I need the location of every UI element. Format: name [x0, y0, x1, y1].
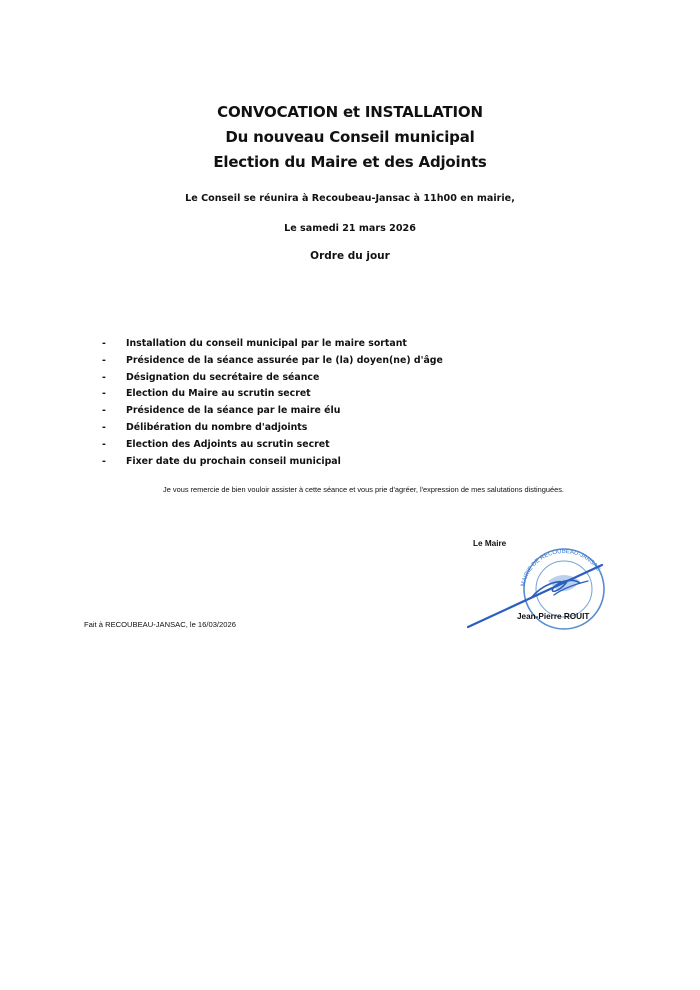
agenda-item-text: Désignation du secrétaire de séance — [126, 371, 320, 383]
signatory-name: Jean-Pierre ROUIT — [517, 612, 590, 621]
agenda-list — [102, 336, 443, 470]
agenda-bullet: - — [102, 405, 106, 417]
title-line-3: Election du Maire et des Adjoints — [213, 153, 487, 171]
agenda-item — [102, 370, 443, 387]
agenda-bullet: - — [102, 455, 106, 467]
agenda-item-text: Election du Maire au scrutin secret — [126, 388, 311, 400]
agenda-item — [102, 420, 443, 437]
agenda-item-text: Délibération du nombre d'adjoints — [126, 421, 308, 433]
agenda-title: Ordre du jour — [310, 250, 390, 262]
signatory-title: Le Maire — [473, 539, 507, 548]
agenda-bullet: - — [102, 371, 106, 383]
title-line-1: CONVOCATION et INSTALLATION — [217, 103, 483, 121]
agenda-item — [102, 437, 443, 454]
meeting-date: Le samedi 21 mars 2026 — [284, 223, 416, 234]
closing-text: Je vous remercie de bien vouloir assister à cette séance et vous prie d'agréer, l'expression de mes salutations distinguées. — [163, 485, 564, 494]
agenda-item-text: Election des Adjoints au scrutin secret — [126, 438, 330, 450]
agenda-item — [102, 454, 443, 471]
agenda-bullet: - — [102, 388, 106, 400]
agenda-item-text: Fixer date du prochain conseil municipal — [126, 455, 341, 467]
agenda-bullet: - — [102, 354, 106, 366]
agenda-bullet: - — [102, 421, 106, 433]
agenda-item-text: Présidence de la séance par le maire élu — [126, 405, 341, 417]
agenda-item — [102, 353, 443, 370]
meeting-location: Le Conseil se réunira à Recoubeau-Jansac à 11h00 en mairie, — [185, 193, 515, 204]
agenda-item — [102, 386, 443, 403]
document-title — [0, 100, 700, 175]
agenda-item-text: Installation du conseil municipal par le maire sortant — [126, 338, 407, 349]
stamp-text-top: MAIRIE DE RECOUBEAU-JANSAC — [520, 549, 601, 588]
title-line-2: Du nouveau Conseil municipal — [225, 128, 475, 146]
agenda-item — [102, 403, 443, 420]
agenda-bullet: - — [102, 438, 106, 450]
agenda-item-text: Présidence de la séance assurée par le (la) doyen(ne) d'âge — [126, 354, 443, 366]
agenda-item — [102, 336, 443, 353]
agenda-bullet: - — [102, 338, 106, 349]
place-and-date: Fait à RECOUBEAU-JANSAC, le 16/03/2026 — [84, 620, 236, 629]
